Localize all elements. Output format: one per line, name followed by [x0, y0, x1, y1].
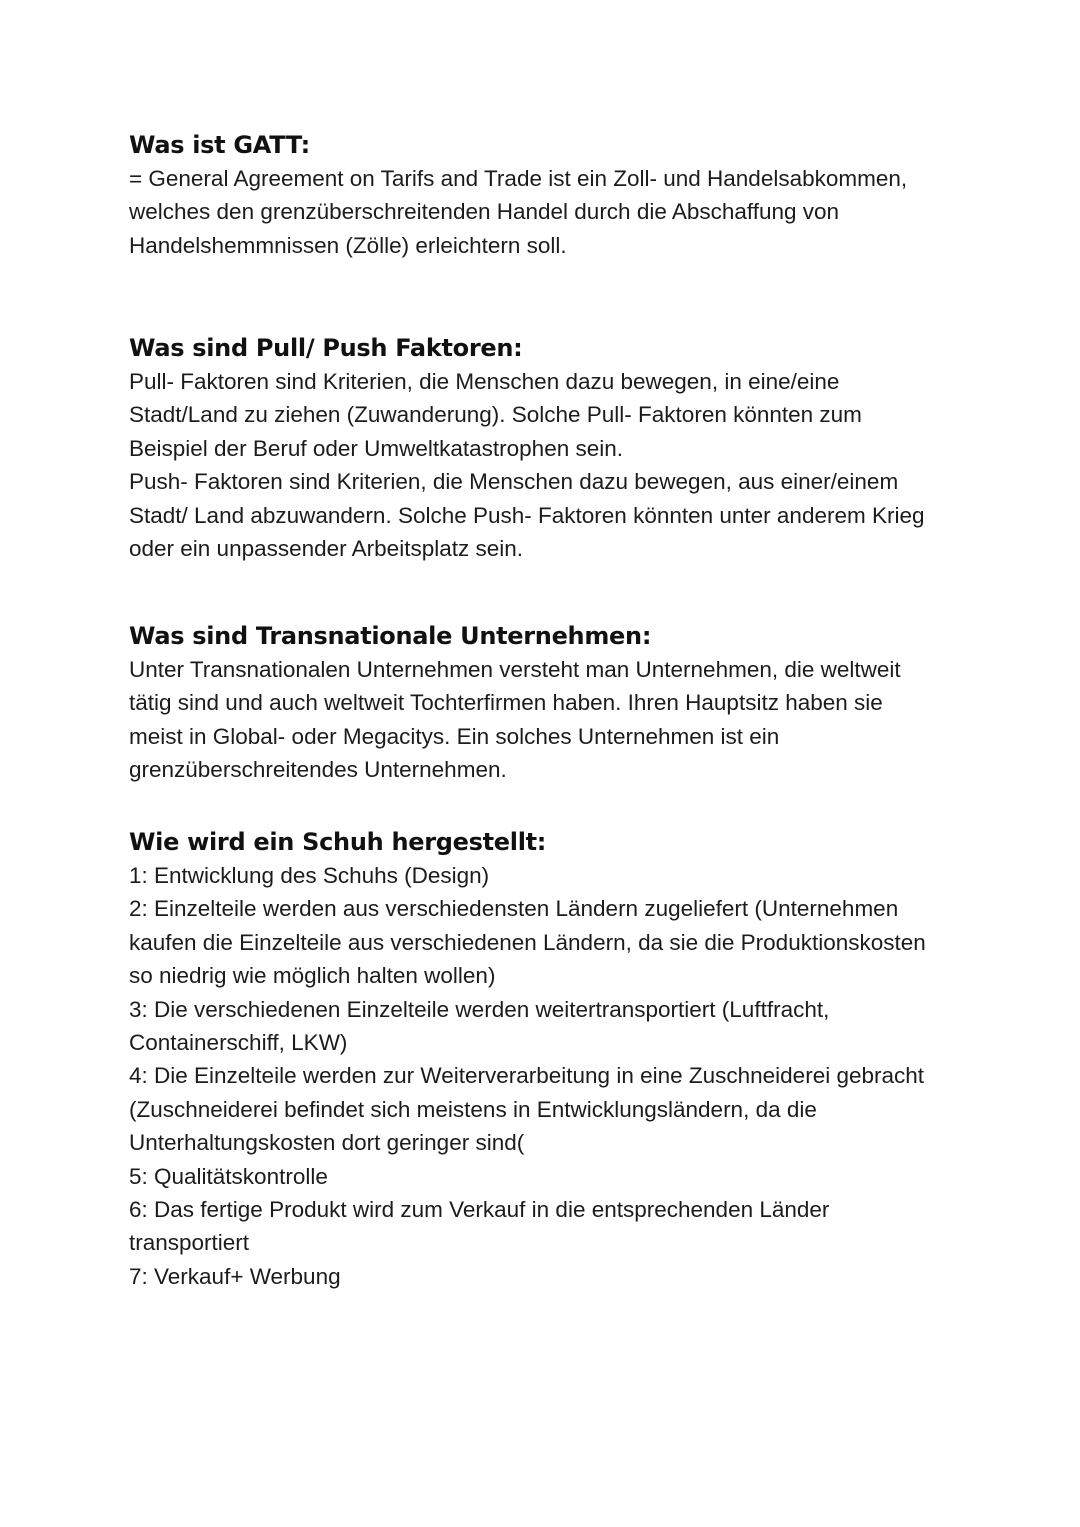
- text-line: Containerschiff, LKW): [129, 1029, 348, 1055]
- text-line: Stadt/Land zu ziehen (Zuwanderung). Solche Pull- Faktoren könnten zum: [129, 402, 862, 428]
- text-line: tätig sind und auch weltweit Tochterfirmen haben. Ihren Hauptsitz haben sie: [129, 690, 883, 716]
- text-line: Push- Faktoren sind Kriterien, die Menschen dazu bewegen, aus einer/einem: [129, 469, 899, 495]
- text-line: 6: Das fertige Produkt wird zum Verkauf in die entsprechenden Länder: [129, 1196, 830, 1222]
- section-gatt: [129, 128, 959, 262]
- text-line: Pull- Faktoren sind Kriterien, die Menschen dazu bewegen, in eine/eine: [129, 369, 840, 394]
- section-schuh: [129, 825, 959, 1293]
- text-line: (Zuschneiderei befindet sich meistens in Entwicklungsländern, da die: [129, 1096, 817, 1122]
- section-pull-push: [129, 331, 959, 565]
- section-heading: Was sind Pull/ Push Faktoren:: [129, 334, 523, 362]
- text-line: Unter Transnationalen Unternehmen versteht man Unternehmen, die weltweit: [129, 657, 901, 682]
- text-line: meist in Global- oder Megacitys. Ein solches Unternehmen ist ein: [129, 723, 780, 749]
- section-heading: Wie wird ein Schuh hergestellt:: [129, 828, 547, 856]
- section-heading: Was ist GATT:: [129, 131, 310, 159]
- text-line: 3: Die verschiedenen Einzelteile werden weitertransportiert (Luftfracht,: [129, 996, 830, 1022]
- text-line: Beispiel der Beruf oder Umweltkatastrophen sein.: [129, 435, 624, 461]
- text-line: welches den grenzüberschreitenden Handel durch die Abschaffung von: [129, 199, 840, 225]
- text-line: 4: Die Einzelteile werden zur Weiterverarbeitung in eine Zuschneiderei gebracht: [129, 1063, 925, 1089]
- text-line: oder ein unpassender Arbeitsplatz sein.: [129, 535, 524, 561]
- text-line: Stadt/ Land abzuwandern. Solche Push- Faktoren könnten unter anderem Krieg: [129, 502, 925, 528]
- section-transnational: [129, 619, 959, 787]
- text-line: so niedrig wie möglich halten wollen): [129, 963, 496, 989]
- text-line: grenzüberschreitendes Unternehmen.: [129, 757, 507, 783]
- text-line: 1: Entwicklung des Schuhs (Design): [129, 863, 490, 888]
- text-line: 7: Verkauf+ Werbung: [129, 1263, 341, 1289]
- text-line: Handelshemmnissen (Zölle) erleichtern soll.: [129, 232, 567, 258]
- text-line: transportiert: [129, 1230, 250, 1256]
- text-line: = General Agreement on Tarifs and Trade ist ein Zoll- und Handelsabkommen,: [129, 166, 908, 191]
- text-line: kaufen die Einzelteile aus verschiedenen Ländern, da sie die Produktionskosten: [129, 929, 926, 955]
- text-line: 5: Qualitätskontrolle: [129, 1163, 328, 1189]
- text-line: Unterhaltungskosten dort geringer sind(: [129, 1130, 525, 1156]
- text-line: 2: Einzelteile werden aus verschiedensten Ländern zugeliefert (Unternehmen: [129, 896, 899, 922]
- section-heading: Was sind Transnationale Unternehmen:: [129, 622, 652, 650]
